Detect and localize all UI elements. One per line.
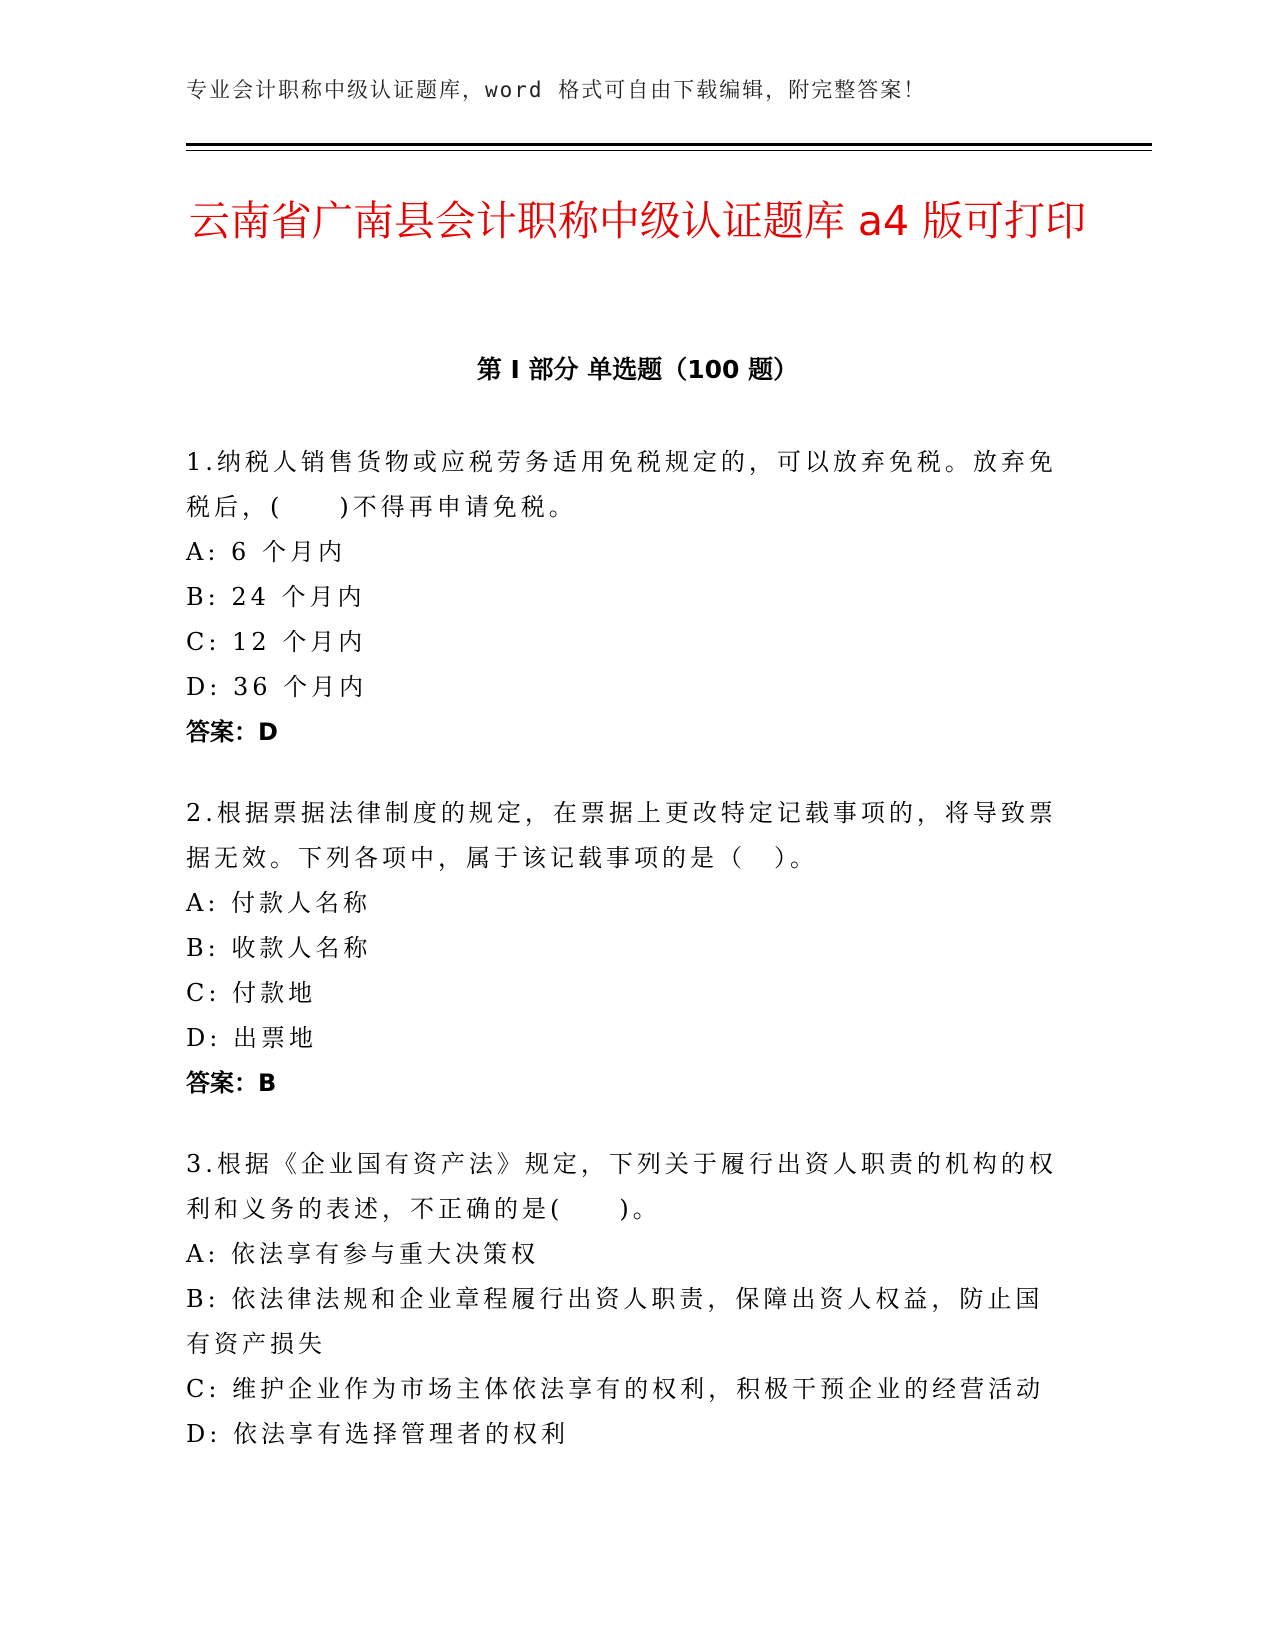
option-d: D: 36 个月内 <box>186 673 368 701</box>
answer-label: 答案：D <box>186 718 278 746</box>
option-c: C: 付款地 <box>186 979 317 1007</box>
section-title: 第 I 部分 单选题（100 题） <box>476 355 799 384</box>
question-stem: 3.根据《企业国有资产法》规定，下列关于履行出资人职责的机构的权利和义务的表述，不正确的是( )。 <box>186 1150 1057 1223</box>
question-3 <box>186 1142 1066 1457</box>
option-a: A: 6 个月内 <box>186 538 346 566</box>
option-b: B: 收款人名称 <box>186 934 372 962</box>
option-c: C: 12 个月内 <box>186 628 367 656</box>
question-1 <box>186 440 1066 755</box>
option-d: D: 依法享有选择管理者的权利 <box>186 1420 569 1448</box>
option-b: B: 24 个月内 <box>186 583 366 611</box>
question-stem: 2.根据票据法律制度的规定，在票据上更改特定记载事项的，将导致票据无效。下列各项中，属于该记载事项的是（ ）。 <box>186 799 1057 872</box>
document-title: 云南省广南县会计职称中级认证题库 a4 版可打印 <box>188 197 1087 245</box>
question-list <box>186 440 1066 1493</box>
header-note: 专业会计职称中级认证题库，word 格式可自由下载编辑，附完整答案！ <box>186 78 927 102</box>
question-2 <box>186 791 1066 1106</box>
option-a: A: 依法享有参与重大决策权 <box>186 1240 540 1268</box>
option-a: A: 付款人名称 <box>186 889 372 917</box>
header-rule-thin <box>186 150 1152 151</box>
answer-label: 答案：B <box>186 1069 277 1097</box>
option-b: B: 依法律法规和企业章程履行出资人职责，保障出资人权益，防止国有资产损失 <box>186 1285 1044 1358</box>
option-c: C: 维护企业作为市场主体依法享有的权利，积极干预企业的经营活动 <box>186 1375 1045 1403</box>
header-rule-thick <box>186 143 1152 146</box>
option-d: D: 出票地 <box>186 1024 317 1052</box>
question-stem: 1.纳税人销售货物或应税劳务适用免税规定的，可以放弃免税。放弃免税后，( )不得再申请免税。 <box>186 448 1057 521</box>
